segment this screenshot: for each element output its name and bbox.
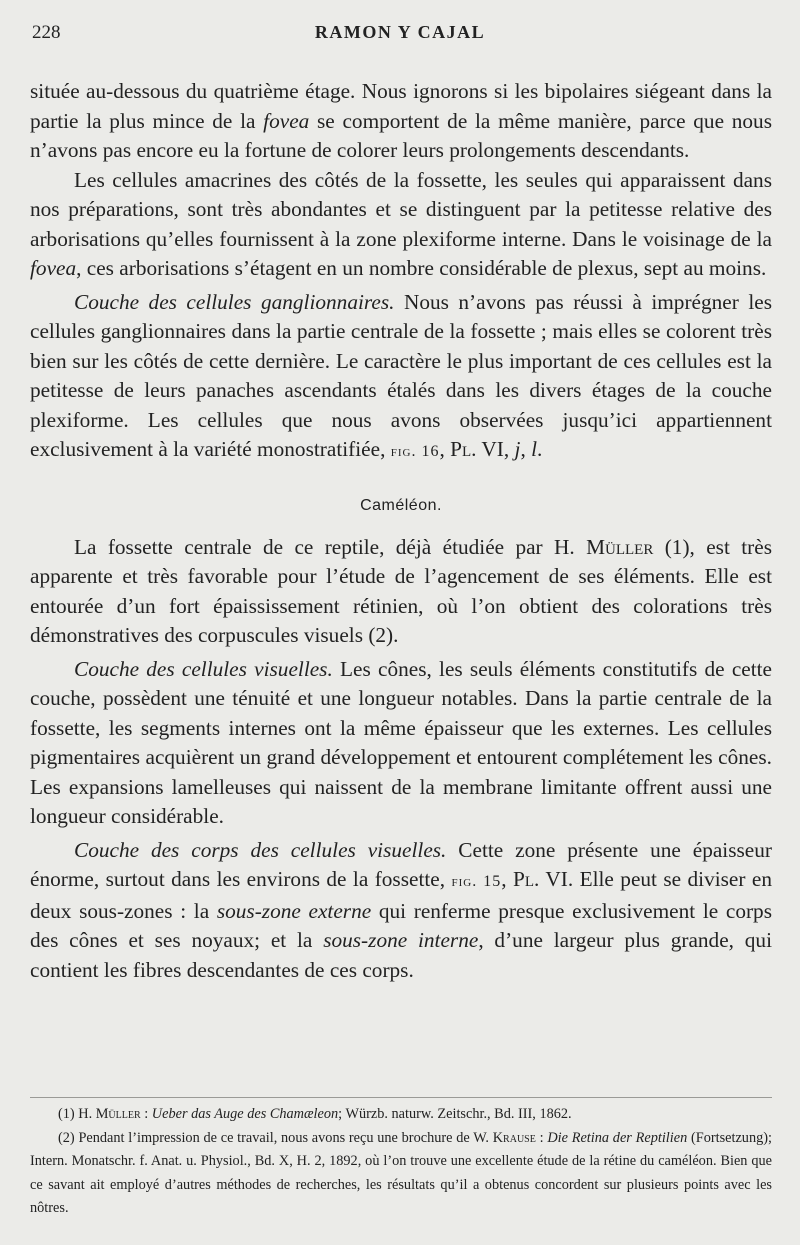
paragraph-heading: Couche des cellules ganglionnaires. <box>74 289 395 314</box>
cited-title: Ueber das Auge des Chamæleon <box>151 1106 339 1122</box>
text: , <box>501 867 514 891</box>
text: ; Würzb. naturw. Zeitschr., Bd. III, 1862. <box>338 1106 572 1122</box>
text: , d’une largeur plus grande, qui contient les fibres descendantes de ces corps. <box>30 928 772 982</box>
cited-title: Die Retina der Reptilien <box>547 1129 688 1146</box>
text: Cette zone présente une épaisseur énorme, surtout dans les environs de la fossette, <box>30 837 772 891</box>
paragraph-heading: Couche des cellules visuelles. <box>74 656 333 681</box>
paragraph-5 <box>30 655 772 832</box>
footnote-1 <box>30 1103 772 1127</box>
running-head: RAMON Y CAJAL <box>314 22 486 42</box>
footnote-divider <box>30 1097 772 1098</box>
text: se comportent de la même manière, parce que nous n’avons pas encore eu la fortune de colorer leurs prolongements descendants. <box>30 108 772 162</box>
author-name: Krause <box>492 1129 536 1146</box>
text: , <box>503 437 515 461</box>
paragraph-1 <box>30 77 772 166</box>
italic-term: fovea <box>263 108 310 133</box>
italic-term: fovea <box>30 256 77 280</box>
page-number: 228 <box>32 22 61 43</box>
paragraph-4 <box>30 533 772 651</box>
text: Les cellules amacrines des côtés de la fossette, les seules qui apparaissent dans nos préparations, sont très abondantes et se distinguent par la petitesse relative des arborisations qu’elles fournissent à la zone plexiforme interne. Dans le voisinage de la <box>30 167 772 251</box>
author-name: Müller <box>586 534 654 559</box>
body-text <box>30 77 772 985</box>
italic-letter: l <box>531 437 538 461</box>
text: , <box>520 437 532 461</box>
text: Pendant l’impression de ce travail, nous avons reçu une brochure de W. <box>78 1129 493 1146</box>
footnotes <box>30 1103 772 1221</box>
text: , ces arborisations s’étagent en un nombre considérable de plexus, sept au moins. <box>76 256 767 280</box>
paragraph-6 <box>30 836 772 986</box>
text: située au-dessous du quatrième étage. Nous ignorons si les bipolaires siégeant dans la partie la plus mince de la <box>30 79 772 133</box>
text: (1) H. <box>58 1106 96 1122</box>
figure-reference: fig. 16 <box>390 443 440 460</box>
italic-letter: j <box>514 437 521 461</box>
text: (2) <box>58 1129 79 1146</box>
paragraph-2 <box>30 166 772 284</box>
author-name: Müller <box>95 1106 141 1122</box>
text: . <box>537 437 543 461</box>
text: : <box>535 1129 548 1146</box>
text: (Fortsetzung); Intern. Monatschr. f. Anat. u. Physiol., Bd. X, H. 2, 1892, où l’on trouve une excellente étude de la rétine du caméléon. Bien que ce savant ait employé d’autres méthodes de recherches, les résultats qu’il a obtenus concordent sur plusieurs points avec les nôtres. <box>30 1129 772 1216</box>
section-title: Caméléon. <box>360 496 442 514</box>
text: qui renferme presque exclusivement le corps des cônes et ses noyaux; et la <box>30 898 772 952</box>
plate-reference: Pl. VI <box>450 437 504 461</box>
paragraph-heading: Couche des corps des cellules visuelles. <box>74 837 447 862</box>
plate-reference: Pl. VI <box>513 867 568 891</box>
italic-term: sous-zone externe <box>216 898 372 923</box>
text: Nous n’avons pas réussi à imprégner les cellules ganglionnaires dans la partie centrale de la fossette ; mais elles se colorent très bien sur les côtés de cette dernière. Le caractère le plus important de ces cellules est la petitesse de leurs panaches ascendants étalés dans les divers étages de la couche plexiforme. Les cellules que nous avons observées jusqu’ici appartiennent exclusivement à la variété monostratifiée, <box>30 289 772 461</box>
italic-term: sous-zone interne <box>323 928 479 952</box>
text: : <box>140 1106 152 1122</box>
figure-reference: fig. 15 <box>451 873 502 890</box>
page-header <box>0 18 800 48</box>
text: . Elle peut se diviser en deux sous-zones : la <box>30 867 772 923</box>
footnote-2 <box>30 1127 772 1221</box>
text: (1), est très apparente et très favorable pour l’étude de l’agencement de ses éléments. Elle est entourée d’un fort épaississement rétinien, où l’on obtient des colorations très démonstratives des corpuscules visuels (2). <box>30 534 772 647</box>
text: , <box>439 437 451 461</box>
text: Les cônes, les seuls éléments constitutifs de cette couche, possèdent une ténuité et une longueur notables. Dans la partie centrale de la fossette, les segments internes ont la même épaisseur que les externes. Les cellules pigmentaires acquièrent un grand développement et entourent complétement les cônes. Les expansions lamelleuses qui naissent de la membrane limitante offrent aussi une longueur considérable. <box>30 656 773 828</box>
paragraph-3 <box>30 288 772 467</box>
text: La fossette centrale de ce reptile, déjà étudiée par H. <box>74 534 587 559</box>
